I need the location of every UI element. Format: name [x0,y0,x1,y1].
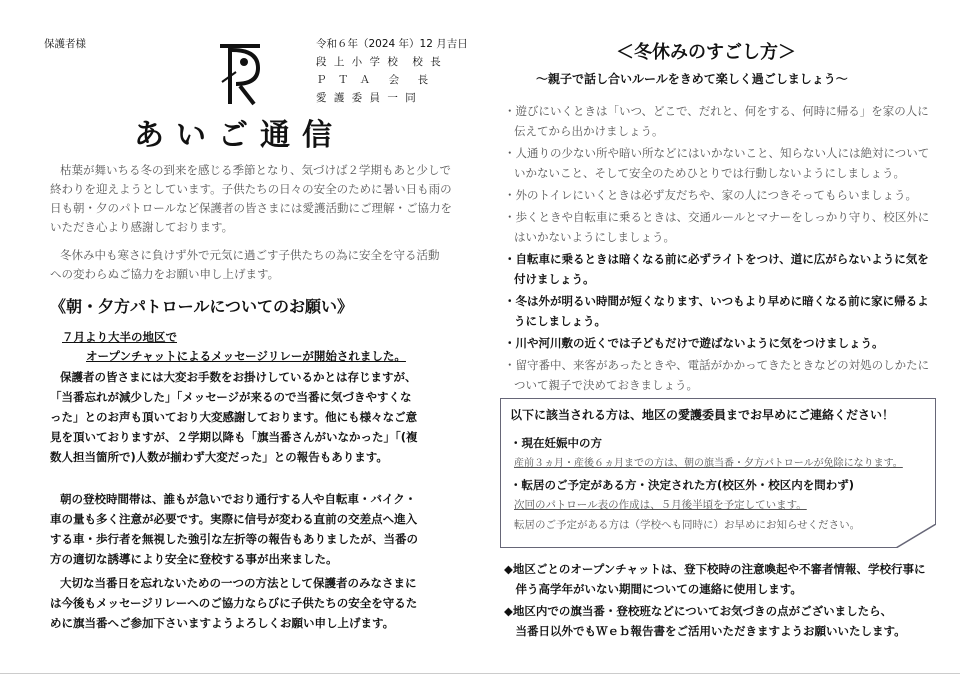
patrol-para2-line: 方の適切な誘導により安全に登校する事が出来ました。 [50,552,338,566]
moving-text-1: 次回のパトロール表の作成は、５月後半頃を予定しています。 [514,499,807,511]
footer-note: ◆地区ごとのオープンチャットは、登下校時の注意喚起や不審者情報、学校行事に [504,562,926,576]
patrol-para2-line: 車の量も多く注意が必要です。実際に信号が変わる直前の交差点へ進入 [50,512,418,526]
patrol-para2-line: 朝の登校時間帯は、誰もが急いでおり通行する人や自転車・バイク・ [60,492,417,506]
winter-item: ・歩くときや自転車に乗るときは、交通ルールとマナーをしっかり守り、校区外に [504,210,930,224]
page-divider [0,673,960,674]
notice-heading: 以下に該当される方は、地区の愛護委員までお早めにご連絡ください！ [510,408,895,422]
issue-date: 令和６年（2024 年）12 月吉日 [316,38,468,50]
patrol-para1-line: 保護者の皆さまには大変お手数をお掛けしているかとは存じますが、 [60,370,417,384]
patrol-sub1: ７月より大半の地区で [62,330,177,344]
intro-line: 枯葉が舞いちる冬の到来を感じる季節となり、気づけば２学期もあと少しで [60,163,451,177]
pregnant-title: ・現在妊娠中の方 [510,436,602,450]
intro-line: への変わらぬご協力をお願い申し上げます。 [50,267,280,281]
footer-note: 当番日以外でもＷｅｂ報告書をご活用いただきますようお願いいたします。 [504,624,906,638]
sender-principal: 段 上 小 学 校 校 長 [316,56,443,68]
winter-item: うにしましょう。 [514,314,606,328]
newsletter-title: あいご通信 [134,118,344,153]
patrol-para1-line: 数人担当箇所で)人数が揃わず大変だった」との報告もあります。 [50,450,388,464]
patrol-para1-line: 見を頂いておりますが、２学期以降も「旗当番さんがいなかった」「(複 [50,430,418,444]
moving-text-2: 転居のご予定がある方は（学校へも同時に）お早めにお知らせください。 [514,519,861,531]
winter-item: ・遊びにいくときは「いつ、どこで、だれと、何をする、何時に帰る」を家の人に [504,104,929,118]
intro-line: 終わりを迎えようとしています。子供たちの日々の安全のために暑い日も雨の [50,182,452,196]
footer-note: ◆地区内での旗当番・登校班などについてお気づきの点がございましたら、 [504,604,893,618]
patrol-para1-line: った」とのお声も頂いており大変感謝しております。他にも様々なご意 [50,410,418,424]
intro-line: 冬休み中も寒さに負けず外で元気に過ごす子供たちの為に安全を守る活動 [60,248,440,262]
sender-pta: Ｐ Ｔ Ａ 会 長 [316,74,433,86]
patrol-para1-line: 「当番忘れが減少した」「メッセージが来るので当番に気づきやすくな [50,390,412,404]
patrol-heading: 《朝・夕方パトロールについてのお願い》 [50,297,354,316]
winter-item: ・留守番中、来客があったときや、電話がかかってきたときなどの対処のしかたに [504,358,930,372]
winter-item: 付けましょう。 [514,272,595,286]
patrol-para2-line: 大切な当番日を忘れないための一つの方法として保護者のみなさまに [60,576,417,590]
sender-committee: 愛 護 委 員 一 同 [316,92,418,104]
winter-heading: ＜冬休みのすごし方＞ [616,42,796,63]
winter-subheading: ～親子で話し合いルールをきめて楽しく過ごしましょう～ [536,72,848,86]
folded-corner-icon [896,524,936,548]
moving-title: ・転居のご予定がある方・決定された方(校区外・校区内を問わず) [510,478,855,492]
winter-item: ・川や河川敷の近くでは子どもだけで遊ばないように気をつけましょう。 [504,336,884,350]
winter-item: いかないこと、そして安全のためひとりでは行動しないようにしましょう。 [514,166,905,180]
intro-line: いただき心より感謝しております。 [50,220,234,234]
winter-item: ・自転車に乗るときは暗くなる前に必ずライトをつけ、道に広がらないように気を [504,252,929,266]
patrol-para2-line: めに旗当番へご参加下さいますようよろしくお願い申し上げます。 [50,616,395,630]
patrol-sub2: オープンチャットによるメッセージリレーが開始されました。 [86,349,406,363]
winter-item: ・冬は外が明るい時間が短くなります、いつもより早めに暗くなる前に家に帰るよ [504,294,929,308]
pregnant-text: 産前３ヵ月・産後６ヵ月までの方は、朝の旗当番・夕方パトロールが免除になります。 [514,458,903,469]
school-logo-icon [214,42,266,108]
patrol-para2-line: する車・歩行者を無視した強引な左折等の報告もありましたが、当番の [50,532,418,546]
winter-item: 伝えてから出かけましょう。 [514,124,664,138]
winter-item: ・外のトイレにいくときは必ず友だちや、家の人につきそってもらいましょう。 [504,188,917,202]
addressee: 保護者様 [44,38,86,50]
intro-line: 日も朝・夕のパトロールなど保護者の皆さまには愛護活動にご理解・ご協力を [50,201,453,215]
winter-item: ・人通りの少ない所や暗い所などにはいかないこと、知らない人には絶対について [504,146,930,160]
patrol-para2-line: は今後もメッセージリレーへのご協力ならびに子供たちの安全を守るた [50,596,418,610]
footer-note: 伴う高学年がいない期間についての連絡に使用します。 [504,582,802,596]
winter-item: はいかないようにしましょう。 [514,230,675,244]
winter-item: ついて親子で決めておきましょう。 [514,378,698,392]
